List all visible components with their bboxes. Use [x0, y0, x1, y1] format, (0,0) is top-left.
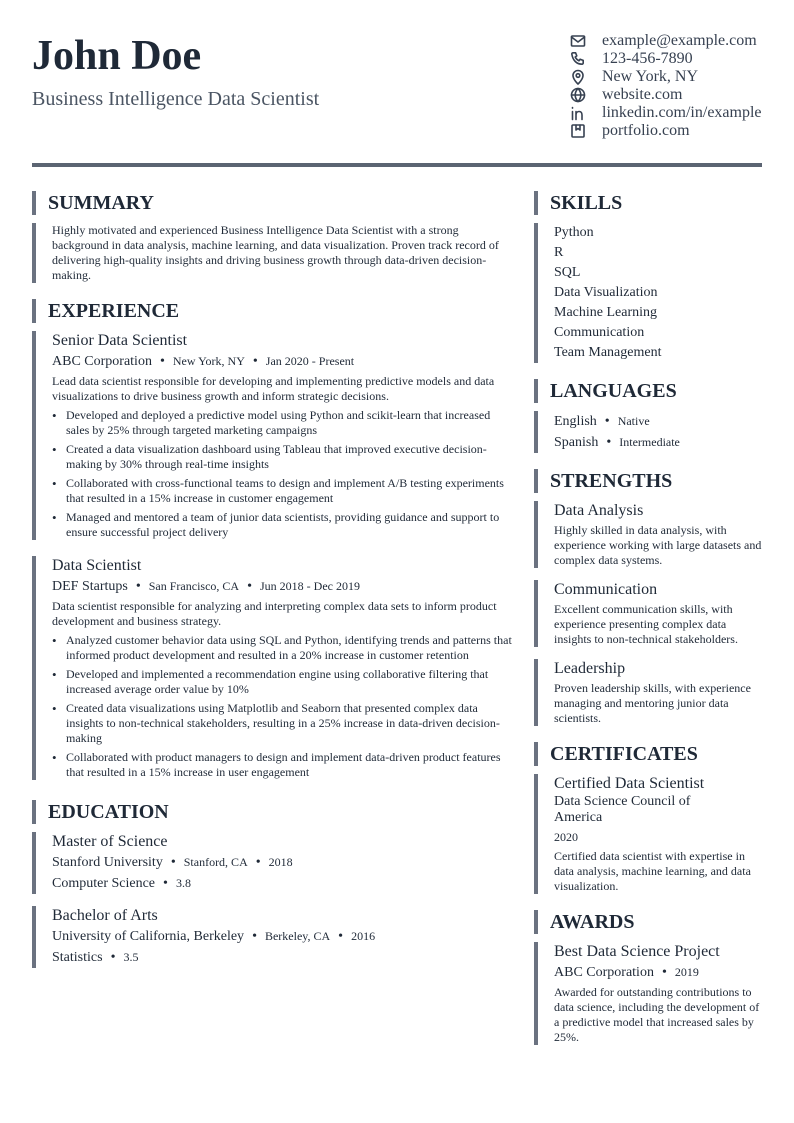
contact-email[interactable]: [570, 32, 770, 50]
contact-portfolio-text: portfolio.com: [602, 122, 690, 139]
award-issuer: ABC Corporation: [554, 965, 654, 980]
job-bullet-list: [52, 408, 512, 540]
education-school: Stanford University: [52, 855, 163, 870]
education-degree: Bachelor of Arts: [52, 907, 158, 924]
sidebar-column: [534, 191, 762, 1045]
job-description: Lead data scientist responsible for developing and implementing predictive models and data visualizations to drive business growth and inform strategic decisions.: [52, 374, 495, 403]
contact-linkedin[interactable]: [570, 104, 770, 122]
summary-text: Highly motivated and experienced Business Intelligence Data Scientist with a strong background in data analysis, machine learning, and data visualization. Proven track record of delivering high-quality insights and driving business growth through data-driven decision-making.: [52, 223, 499, 282]
resume-header: [32, 32, 762, 144]
education-location: Berkeley, CA: [264, 929, 331, 943]
award-item: [534, 942, 762, 1045]
strength-item: [534, 501, 762, 568]
education-heading: EDUCATION: [32, 800, 512, 824]
education-item: [32, 832, 512, 894]
job-bullet: • Created a data visualization dashboard using Tableau that improved executive decision-making by 30% through real-time insights: [52, 442, 512, 472]
job-meta: DEF Startups • San Francisco, CA • Jun 2018 - Dec 2019: [52, 579, 360, 594]
experience-item: [32, 556, 512, 780]
contact-phone[interactable]: [570, 50, 770, 68]
skill-item: Machine Learning: [554, 305, 658, 320]
location-pin-icon: [570, 69, 586, 85]
job-meta: ABC Corporation • New York, NY • Jan 2020 - Present: [52, 354, 355, 369]
job-bullet: • Managed and mentored a team of junior data scientists, providing guidance and support to ensure successful project delivery: [52, 510, 512, 540]
globe-icon: [570, 87, 586, 103]
strength-title: Leadership: [554, 660, 626, 677]
certificate-text: Certified data scientist with expertise in data analysis, machine learning, and data visualization.: [554, 849, 751, 893]
awards-heading: AWARDS: [534, 910, 762, 934]
education-gpa: 3.5: [123, 950, 139, 964]
summary-section: [32, 223, 512, 283]
education-year: 2016: [351, 929, 376, 943]
job-bullet: • Created data visualizations using Matplotlib and Seaborn that presented complex data insights to non-technical stakeholders, resulting in a 25% increase in data-driven decision-making: [52, 701, 512, 746]
language-level: Native: [617, 414, 650, 428]
languages-section: [534, 411, 762, 453]
education-field-row: Statistics • 3.5: [52, 950, 139, 965]
strengths-heading: STRENGTHS: [534, 469, 762, 493]
contact-email-text: example@example.com: [602, 32, 757, 49]
education-field: Computer Science: [52, 876, 156, 891]
job-bullet: • Analyzed customer behavior data using SQL and Python, identifying trends and patterns that informed product development and resulted in a 20% increase in customer retention: [52, 633, 512, 663]
award-title: Best Data Science Project: [554, 943, 720, 960]
job-location: San Francisco, CA: [148, 579, 240, 593]
skill-item: Team Management: [554, 345, 662, 360]
language-item: Spanish • Intermediate: [554, 435, 680, 450]
skill-item: SQL: [554, 265, 581, 280]
education-gpa: 3.8: [175, 876, 191, 890]
strength-title: Communication: [554, 581, 658, 598]
candidate-name: John Doe: [32, 33, 202, 79]
strength-text: Highly skilled in data analysis, with experience working with large datasets and complex data systems.: [554, 523, 762, 567]
strength-text: Excellent communication skills, with experience presenting complex data insights to non-technical stakeholders.: [554, 602, 738, 646]
job-bullet: • Developed and deployed a predictive model using Python and scikit-learn that increased sales by 25% through targeted marketing campaigns: [52, 408, 512, 438]
strength-item: [534, 659, 762, 726]
education-location: Stanford, CA: [183, 855, 248, 869]
certificate-item: [534, 774, 762, 894]
certificate-year: 2020: [554, 830, 578, 844]
portfolio-icon: [570, 123, 586, 139]
award-text: Awarded for outstanding contributions to data science, including the development of a predictive model that increased sales by 25%.: [554, 985, 760, 1044]
language-level: Intermediate: [619, 435, 680, 449]
contact-website-text: website.com: [602, 86, 683, 103]
linkedin-icon: [570, 105, 586, 121]
certificate-issuer: Data Science Council of America: [554, 794, 691, 825]
contact-location: [570, 68, 770, 86]
job-location: New York, NY: [172, 354, 245, 368]
contact-location-text: New York, NY: [602, 68, 699, 85]
strength-title: Data Analysis: [554, 502, 644, 519]
language-item: English • Native: [554, 414, 650, 429]
award-meta: ABC Corporation • 2019: [554, 965, 699, 980]
job-title: Senior Data Scientist: [52, 332, 188, 349]
main-column: [32, 191, 512, 968]
summary-heading: SUMMARY: [32, 191, 512, 215]
education-field-row: Computer Science • 3.8: [52, 876, 191, 891]
skill-item: R: [554, 245, 564, 260]
education-meta: Stanford University • Stanford, CA • 2018: [52, 855, 293, 870]
job-dates: Jan 2020 - Present: [265, 354, 355, 368]
education-item: [32, 906, 512, 968]
job-company: DEF Startups: [52, 579, 128, 594]
job-bullet-list: [52, 633, 512, 780]
strength-text: Proven leadership skills, with experience managing and mentoring junior data scientists.: [554, 681, 751, 725]
header-divider: [32, 163, 762, 167]
education-year: 2018: [268, 855, 293, 869]
phone-icon: [570, 51, 586, 67]
skill-item: Python: [554, 225, 594, 240]
award-year: 2019: [674, 965, 699, 979]
language-name: English: [554, 414, 597, 429]
contact-linkedin-text: linkedin.com/in/example: [602, 104, 762, 121]
contact-list: [570, 32, 770, 140]
contact-portfolio[interactable]: [570, 122, 770, 140]
contact-phone-text: 123-456-7890: [602, 50, 693, 67]
experience-heading: EXPERIENCE: [32, 299, 512, 323]
job-bullet: • Collaborated with cross-functional teams to design and implement A/B testing experiments that resulted in a 15% increase in customer engagement: [52, 476, 512, 506]
mail-icon: [570, 33, 586, 49]
education-degree: Master of Science: [52, 833, 168, 850]
job-title: Data Scientist: [52, 557, 142, 574]
languages-heading: LANGUAGES: [534, 379, 762, 403]
skill-item: Communication: [554, 325, 645, 340]
experience-item: [32, 331, 512, 540]
skills-heading: SKILLS: [534, 191, 762, 215]
education-school: University of California, Berkeley: [52, 929, 245, 944]
certificates-heading: CERTIFICATES: [534, 742, 762, 766]
job-company: ABC Corporation: [52, 354, 152, 369]
skill-item: Data Visualization: [554, 285, 658, 300]
job-bullet: • Collaborated with product managers to design and implement data-driven product features that resulted in a 15% increase in user engagement: [52, 750, 512, 780]
language-name: Spanish: [554, 435, 599, 450]
job-description: Data scientist responsible for analyzing and interpreting complex data sets to inform product development and business strategy.: [52, 599, 497, 628]
education-field: Statistics: [52, 950, 103, 965]
education-meta: University of California, Berkeley • Berkeley, CA • 2016: [52, 929, 376, 944]
strength-item: [534, 580, 762, 647]
job-bullet: • Developed and implemented a recommendation engine using collaborative filtering that increased average order value by 10%: [52, 667, 512, 697]
skills-section: [534, 223, 762, 363]
job-dates: Jun 2018 - Dec 2019: [259, 579, 360, 593]
candidate-title: Business Intelligence Data Scientist: [32, 88, 320, 110]
contact-website[interactable]: [570, 86, 770, 104]
certificate-title: Certified Data Scientist: [554, 775, 705, 792]
